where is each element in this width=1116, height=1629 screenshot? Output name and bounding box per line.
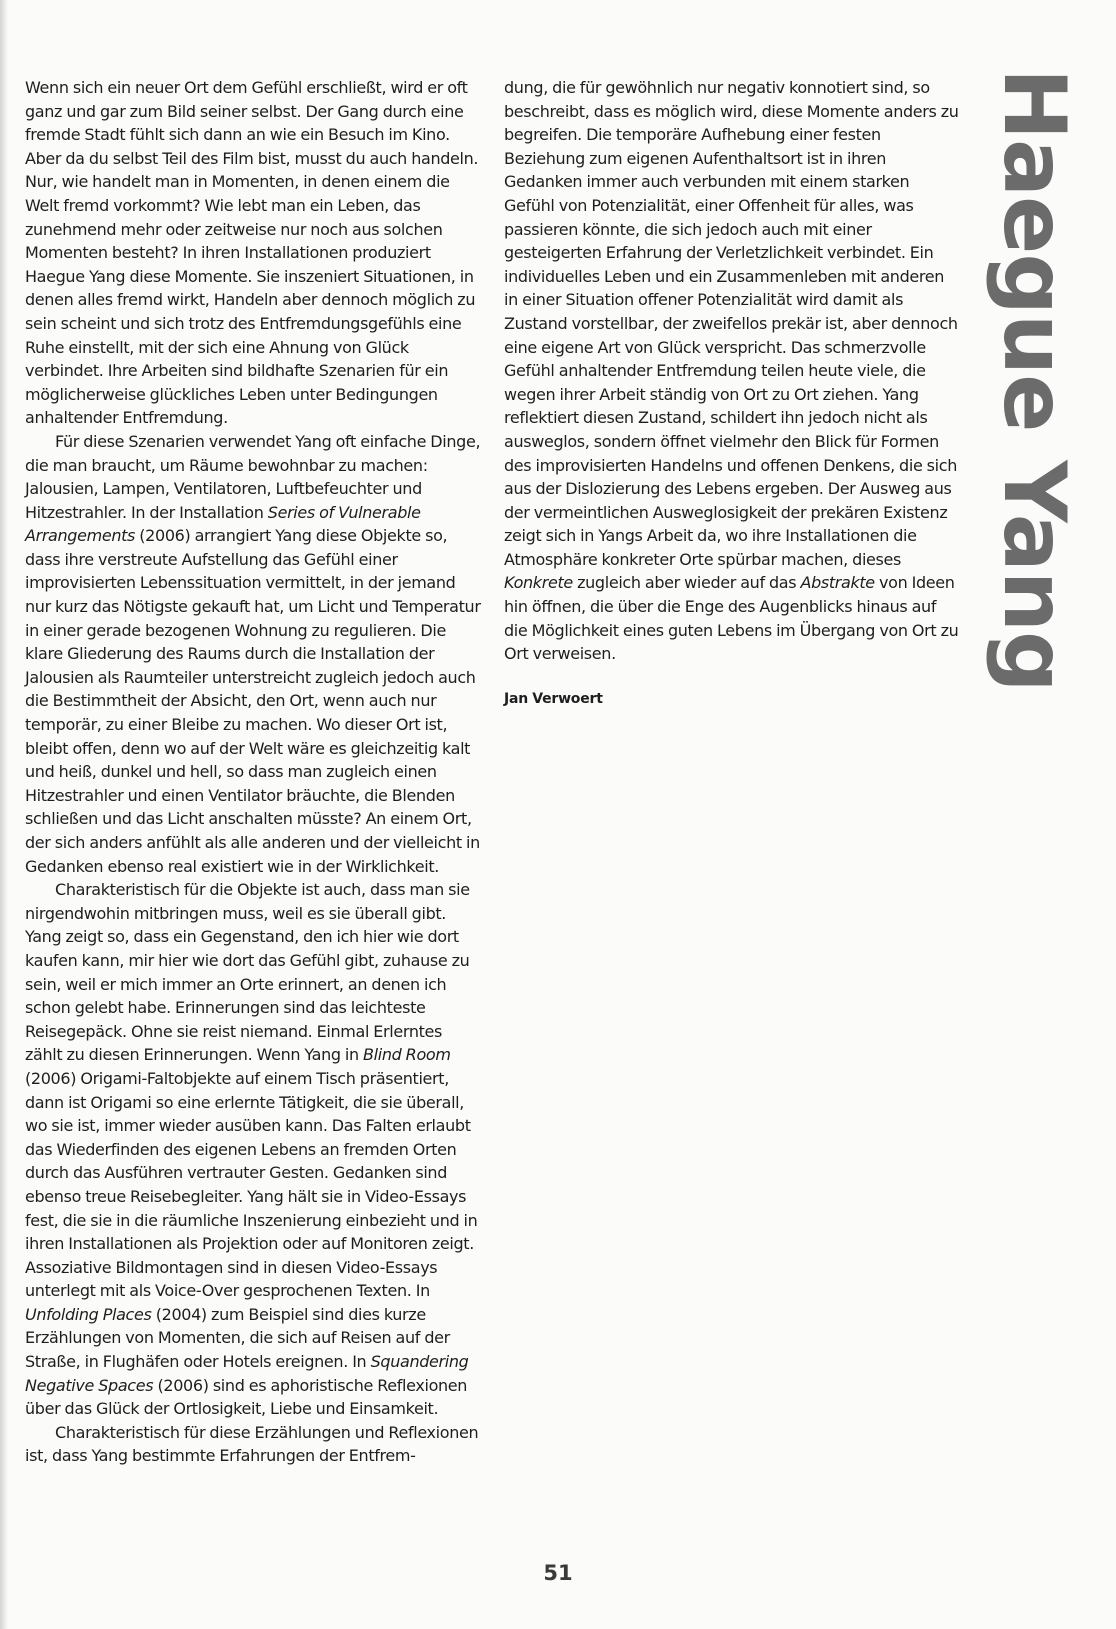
author-name: Jan Verwoert xyxy=(504,690,603,707)
paragraph-text: Charakteristisch für diese Erzählungen und Reflexionen ist, dass Yang bestimmte Erfahrungen der Entfrem- xyxy=(25,1422,479,1466)
paragraph-text: dung, die für gewöhnlich nur negativ konnotiert sind, so beschreibt, dass es möglich wird, diese Momente anders zu begreifen. Die temporäre Aufhebung einer festen Beziehung zum eigenen Aufenthaltsort ist in ihren Gedanken immer auch verbunden mit einem starken Gefühl von Potenzialität, einer Offenheit für alles, was passieren könnte, die sich jedoch auch mit einer gesteigerten Erfahrung der Verletzlichkeit verbindet. Ein individuelles Leben und ein Zusammenleben mit anderen in einer Situation offener Potenzialität wird damit als Zustand vorstellbar, der zweifellos prekär ist, aber dennoch eine eigene Art von Glück verspricht. Das schmerzvolle Gefühl anhaltender Entfremdung teilen heute viele, die wegen ihrer Arbeit ständig von Ort zu Ort ziehen. Yang reflektiert diesen Zustand, schildert ihn jedoch nicht als ausweglos, sondern öffnet vielmehr den Blick für Formen des improvisierten Handelns und offenen Denkens, die sich aus der Dislozierung des Lebens ergeben. Der Ausweg aus der vermeintlichen Ausweglosigkeit der prekären Existenz zeigt sich in Yangs Arbeit da, wo ihre Installationen die Atmosphäre konkreter Orte spürbar machen, dieses xyxy=(504,78,959,569)
paragraph-text: (2006) Origami-Faltobjekte auf einem Tisch präsentiert, dann ist Origami so eine erlernte Tätigkeit, die sie überall, wo sie ist, immer wieder ausüben kann. Das Falten erlaubt das Wiederfinden des eigenen Lebens an fremden Orten durch das Ausführen vertrauter Gesten. Gedanken sind ebenso treue Reisebegleiter. Yang hält sie in Video-Essays fest, die sie in die räumliche Inszenierung einbezieht und in ihren Installationen als Projektion oder auf Monitoren zeigt. Assoziative Bildmontagen sind in diesen Video-Essays unterlegt mit als Voice-Over gesprochenen Texten. In xyxy=(25,1068,478,1301)
page-number: 51 xyxy=(543,1561,573,1585)
right-column xyxy=(504,76,960,711)
paragraph-text: (2006) sind es aphoristische Reflexionen über das Glück der Ortlosigkeit, Liebe und Einsamkeit. xyxy=(25,1375,468,1419)
paragraph-text: zugleich aber wieder auf das xyxy=(572,573,801,593)
body-paragraph xyxy=(25,878,481,1421)
artwork-title: Blind Room xyxy=(363,1045,451,1065)
artwork-title: Abstrakte xyxy=(800,573,875,593)
paragraph-text: Charakteristisch für die Objekte ist auch, dass man sie nirgendwohin mitbringen muss, weil es sie überall gibt. Yang zeigt so, dass ein Gegenstand, den ich hier wie dort kaufen kann, mir hier wie dort das Gefühl gibt, zuhause zu sein, weil er mich immer an Orte erinnert, an denen ich schon gelebt habe. Erinnerungen sind das leichteste Reisegepäck. Ohne sie reist niemand. Einmal Erlerntes zählt zu diesen Erinnerungen. Wenn Yang in xyxy=(25,880,470,1065)
artwork-title: Konkrete xyxy=(504,573,573,593)
paragraph-text: (2006) arrangiert Yang diese Objekte so, dass ihre verstreute Aufstellung das Gefühl einer improvisierten Lebenssituation vermittelt, in der jemand nur kurz das Nötigste gekauft hat, um Licht und Temperatur in einer gerade bezogenen Wohnung zu regulieren. Die klare Gliederung des Raums durch die Installation der Jalousien als Raumteiler unterstreicht zugleich jedoch auch die Bestimmtheit der Absicht, den Ort, wenn auch nur temporär, zu einer Bleibe zu machen. Wo dieser Ort ist, bleibt offen, denn wo auf der Welt wäre es gleichzeitig kalt und heiß, dunkel und hell, so dass man zugleich einen Hitzestrahler und einen Ventilator bräuchte, die Blenden schließen und das Licht anschalten müsste? An einem Ort, der sich anders anfühlt als alle anderen und der vielleicht in Gedanken ebenso real existiert wie in der Wirklichkeit. xyxy=(25,526,481,876)
body-paragraph xyxy=(25,1421,481,1468)
artwork-title: Series of Vulnerable Arrangements xyxy=(25,502,421,546)
paragraph-text: Für diese Szenarien verwendet Yang oft einfache Dinge, die man braucht, um Räume bewohnbar zu machen: Jalousien, Lampen, Ventilatoren, Luftbefeuchter und Hitzestrahler. In der Installation xyxy=(25,431,481,522)
left-column xyxy=(25,76,481,1468)
artist-name-heading: Haegue Yang xyxy=(984,68,1084,692)
body-paragraph xyxy=(504,76,960,666)
body-paragraph xyxy=(25,430,481,878)
artwork-title: Unfolding Places xyxy=(25,1304,152,1324)
body-paragraph xyxy=(25,76,481,430)
artwork-title: Squandering Negative Spaces xyxy=(25,1352,469,1395)
scan-shadow xyxy=(0,0,8,1629)
paragraph-text: von Ideen hin öffnen, die über die Enge des Augenblicks hinaus auf die Möglichkeit eines guten Lebens im Übergang von Ort zu Ort verweisen. xyxy=(504,573,959,664)
paragraph-text: Wenn sich ein neuer Ort dem Gefühl erschließt, wird er oft ganz und gar zum Bild seiner selbst. Der Gang durch eine fremde Stadt fühlt sich dann an wie ein Besuch im Kino. Aber da du selbst Teil des Film bist, musst du auch handeln. Nur, wie handelt man in Momenten, in denen einem die Welt fremd vorkommt? Wie lebt man ein Leben, das zunehmend mehr oder zeitweise nur noch aus solchen Momenten besteht? In ihren Installationen produziert Haegue Yang diese Momente. Sie inszeniert Situationen, in denen alles fremd wirkt, Handeln aber dennoch möglich zu sein scheint und sich trotz des Entfremdungsgefühls eine Ruhe einstellt, mit der sich eine Ahnung von Glück verbindet. Ihre Arbeiten sind bildhafte Szenarien für ein möglicherweise glückliches Leben unter Bedingungen anhaltender Entfremdung. xyxy=(25,78,479,428)
right-column-body xyxy=(504,76,960,666)
paragraph-text: (2004) zum Beispiel sind dies kurze Erzählungen von Momenten, die sich auf Reisen auf der Straße, in Flughäfen oder Hotels ereignen. In xyxy=(25,1304,450,1372)
